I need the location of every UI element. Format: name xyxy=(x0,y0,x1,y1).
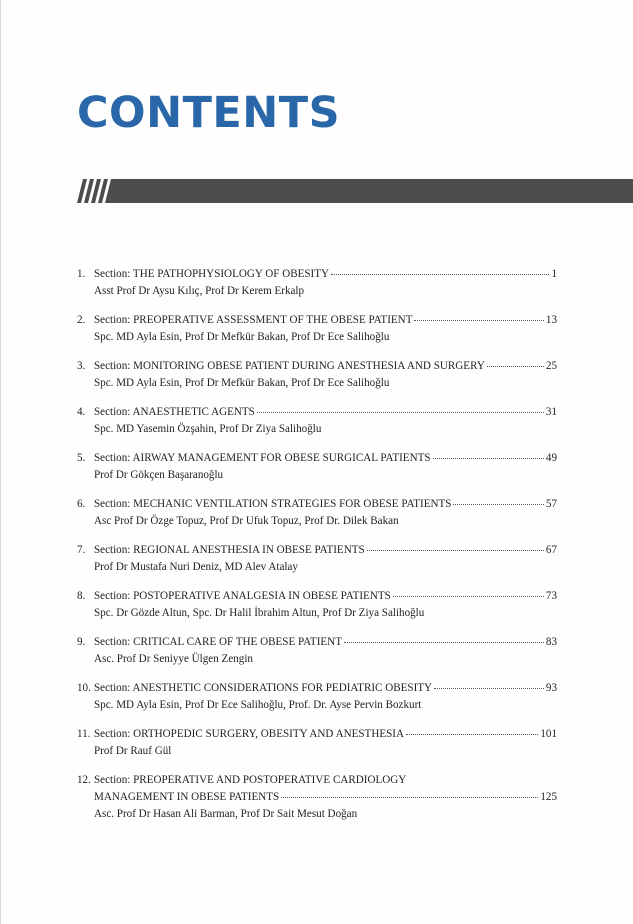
entry-page-number: 1 xyxy=(551,268,557,280)
entry-section-title: Section: ORTHOPEDIC SURGERY, OBESITY AND ANESTHESIA xyxy=(94,728,404,740)
toc-entry xyxy=(77,542,557,576)
entry-section-title: Section: CRITICAL CARE OF THE OBESE PATIENT xyxy=(94,636,342,648)
entry-number: 1. xyxy=(77,268,86,280)
toc-entry xyxy=(77,358,557,392)
dot-leader xyxy=(414,320,543,321)
entry-number: 9. xyxy=(77,636,86,648)
dot-leader xyxy=(406,734,538,735)
entry-authors: Prof Dr Rauf Gül xyxy=(94,745,172,757)
entry-section-title: Section: ANESTHETIC CONSIDERATIONS FOR PEDIATRIC OBESITY xyxy=(94,682,433,694)
dot-leader xyxy=(487,366,544,367)
entry-number: 11. xyxy=(77,728,91,740)
toc-entry-last xyxy=(77,772,557,823)
entry-number: 3. xyxy=(77,360,86,372)
toc-entry xyxy=(77,726,557,760)
entry-page-number: 73 xyxy=(545,590,557,602)
table-of-contents xyxy=(77,266,557,835)
toc-entry xyxy=(77,588,557,622)
dot-leader xyxy=(367,550,544,551)
dot-leader xyxy=(453,504,543,505)
entry-number: 10. xyxy=(77,682,91,694)
entry-number: 7. xyxy=(77,544,86,556)
entry-number: 4. xyxy=(77,406,86,418)
entry-section-title: Section: POSTOPERATIVE ANALGESIA IN OBESE PATIENTS xyxy=(94,590,391,602)
entry-section-title: Section: MECHANIC VENTILATION STRATEGIES FOR OBESE PATIENTS xyxy=(94,498,452,510)
entry-authors: Asc. Prof Dr Hasan Ali Barman, Prof Dr Sait Mesut Doğan xyxy=(94,808,358,820)
page-title: CONTENTS xyxy=(77,88,341,138)
entry-authors: Spc. MD Ayla Esin, Prof Dr Mefkür Bakan, Prof Dr Ece Salihoğlu xyxy=(94,331,390,343)
entry-section-title: Section: MONITORING OBESE PATIENT DURING ANESTHESIA AND SURGERY xyxy=(94,360,485,372)
entry-page-number: 13 xyxy=(545,314,557,326)
entry-section-title-line2: MANAGEMENT IN OBESE PATIENTS xyxy=(94,791,280,803)
entry-number: 5. xyxy=(77,452,86,464)
dot-leader xyxy=(434,688,544,689)
entry-authors: Asc Prof Dr Özge Topuz, Prof Dr Ufuk Topuz, Prof Dr. Dilek Bakan xyxy=(94,515,399,527)
toc-entry xyxy=(77,404,557,438)
entry-section-title-line1: Section: PREOPERATIVE AND POSTOPERATIVE CARDIOLOGY xyxy=(94,774,407,786)
toc-entry xyxy=(77,266,557,300)
entry-section-title: Section: THE PATHOPHYSIOLOGY OF OBESITY xyxy=(94,268,330,280)
entry-page-number: 49 xyxy=(545,452,557,464)
entry-number: 6. xyxy=(77,498,86,510)
entry-section-title: Section: REGIONAL ANESTHESIA IN OBESE PATIENTS xyxy=(94,544,365,556)
entry-page-number: 57 xyxy=(545,498,557,510)
entry-authors: Asc. Prof Dr Seniyye Ülgen Zengin xyxy=(94,653,253,665)
entry-authors: Asst Prof Dr Aysu Kılıç, Prof Dr Kerem Erkalp xyxy=(94,285,305,297)
entry-number: 12. xyxy=(77,774,91,786)
entry-number: 8. xyxy=(77,590,86,602)
entry-authors: Prof Dr Mustafa Nuri Deniz, MD Alev Atalay xyxy=(94,561,298,573)
toc-entry xyxy=(77,496,557,530)
entry-section-title: Section: AIRWAY MANAGEMENT FOR OBESE SURGICAL PATIENTS xyxy=(94,452,431,464)
entry-page-number: 125 xyxy=(540,791,557,803)
entry-authors: Prof Dr Gökçen Başaranoğlu xyxy=(94,469,224,481)
entry-section-title: Section: PREOPERATIVE ASSESSMENT OF THE OBESE PATIENT xyxy=(94,314,413,326)
toc-entry xyxy=(77,634,557,668)
entry-page-number: 67 xyxy=(545,544,557,556)
toc-entry xyxy=(77,450,557,484)
toc-entry xyxy=(77,680,557,714)
title-underline-bar xyxy=(77,179,633,203)
entry-page-number: 93 xyxy=(545,682,557,694)
entry-page-number: 101 xyxy=(540,728,557,740)
entry-page-number: 83 xyxy=(545,636,557,648)
toc-entry xyxy=(77,312,557,346)
entry-authors: Spc. MD Yasemin Özşahin, Prof Dr Ziya Salihoğlu xyxy=(94,423,322,435)
dot-leader xyxy=(281,797,538,798)
entry-page-number: 25 xyxy=(545,360,557,372)
entry-authors: Spc. MD Ayla Esin, Prof Dr Ece Salihoğlu, Prof. Dr. Ayse Pervin Bozkurt xyxy=(94,699,422,711)
dot-leader xyxy=(393,596,544,597)
entry-section-title: Section: ANAESTHETIC AGENTS xyxy=(94,406,255,418)
dot-leader xyxy=(257,412,544,413)
dot-leader xyxy=(433,458,544,459)
dot-leader xyxy=(331,274,549,275)
bar-main xyxy=(105,179,633,203)
dot-leader xyxy=(344,642,544,643)
title-bar-graphic xyxy=(77,179,633,203)
entry-authors: Spc. Dr Gözde Altun, Spc. Dr Halil İbrahim Altun, Prof Dr Ziya Salihoğlu xyxy=(94,607,425,619)
entry-number: 2. xyxy=(77,314,86,326)
entry-page-number: 31 xyxy=(545,406,557,418)
entry-authors: Spc. MD Ayla Esin, Prof Dr Mefkür Bakan, Prof Dr Ece Salihoğlu xyxy=(94,377,390,389)
